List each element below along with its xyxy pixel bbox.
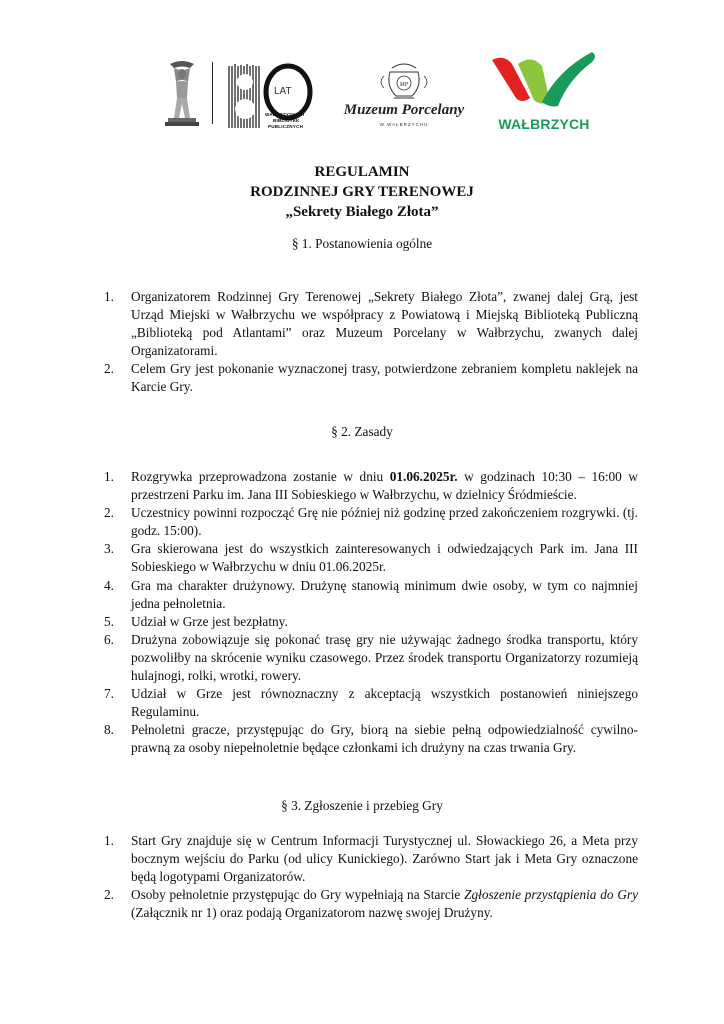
list-item: 1. Start Gry znajduje się w Centrum Informacji Turystycznej ul. Słowackiego 26, a Meta przy bocznym wejściu do Parku (od ulicy Kunickiego). Zarówno Start jak i Meta Gry oznaczone będą logotypami Organizatorów. — [104, 833, 638, 885]
porcelain-vase-icon — [336, 62, 472, 104]
list-item: 6. Drużyna zobowiązuje się pokonać trasę gry nie używając żadnego środka transportu, który pozwoliłby na skrócenie wyniku czasowego. Przez środek transportu Organizatorzy rozumieją hulajnogi, rolki, wrotki, rowery. — [104, 631, 638, 684]
list-item: 5. Udział w Grze jest bezpłatny. — [104, 613, 288, 629]
list-item: 8. Pełnoletni gracze, przystępując do Gry, biorą na siebie pełną odpowiedzialność cywilno-prawną za osoby niepełnoletnie będące członkami ich drużyny na czas trwania Gry. — [104, 722, 638, 756]
logo-strip — [0, 44, 724, 134]
title-line-1: REGULAMIN — [314, 164, 410, 180]
lat-text: LAT — [274, 86, 292, 97]
walbrzych-city-logo — [488, 46, 600, 136]
document-title — [0, 162, 724, 222]
museum-logo — [336, 62, 472, 132]
title-line-3: „Sekrety Białego Złota” — [285, 204, 439, 220]
section-2-list — [104, 468, 638, 758]
library-text-line-2: BIBLIOTEK — [273, 118, 300, 123]
section-3-heading: § 3. Zgłoszenie i przebieg Gry — [281, 798, 443, 813]
list-item: 2. Uczestnicy powinni rozpocząć Grę nie później niż godzinę przed zakończeniem rozgrywki. (tj. godz. 15:00). — [104, 505, 638, 539]
city-name: WAŁBRZYCH — [498, 116, 590, 132]
list-item: 1. Rozgrywka przeprowadzona zostanie w dniu 01.06.2025r. w godzinach 10:30 – 16:00 w przestrzeni Parku im. Jana III Sobieskiego w Wałbrzychu, w dzielnicy Śródmieście. — [104, 469, 638, 503]
museum-name: Muzeum Porcelany — [343, 102, 465, 118]
list-item: 3. Gra skierowana jest do wszystkich zainteresowanych i odwiedzających Park im. Jana III Sobieskiego w Wałbrzychu w dniu 01.06.2025r. — [104, 541, 638, 575]
title-line-2: RODZINNEJ GRY TERENOWEJ — [250, 184, 474, 200]
section-3-list — [104, 832, 638, 922]
museum-subtitle: W WAŁBRZYCHU — [379, 122, 429, 127]
section-1-heading: § 1. Postanowienia ogólne — [291, 236, 433, 251]
library-text-line-3: PUBLICZNYCH — [268, 124, 304, 129]
list-item: 4. Gra ma charakter drużynowy. Drużynę stanowią minimum dwie osoby, w tym co najmniej jedna pełnoletnia. — [104, 577, 638, 611]
section-1-list — [104, 288, 638, 397]
library-text-line-1: WAŁBRZYSKICH — [265, 112, 305, 117]
list-item: 2. Osoby pełnoletnie przystępując do Gry wypełniają na Starcie Zgłoszenie przystąpienia do Gry (Załącznik nr 1) oraz podają Organizatorom nazwę swojej Drużyny. — [104, 887, 638, 921]
museum-monogram: MP — [399, 82, 409, 88]
list-item: 7. Udział w Grze jest równoznaczny z akceptacją wszystkich postanowień niniejszego Regulaminu. — [104, 686, 638, 720]
atlas-statue-icon — [160, 58, 204, 128]
city-swoosh-icon — [488, 46, 600, 114]
section-2-heading: § 2. Zasady — [331, 424, 393, 439]
eighty-graphic — [226, 62, 318, 132]
list-item: 1. Organizatorem Rodzinnej Gry Terenowej „Sekrety Białego Złota”, zwanej dalej Grą, jest Urząd Miejski w Wałbrzychu we współpracy z Powiatową i Miejską Biblioteką Publiczną „Biblioteką pod Atlantami” oraz Muzeum Porcelany w Wałbrzychu, zwanych dalej Organizatorami. — [104, 289, 638, 359]
logo-separator — [212, 62, 213, 124]
anniversary-80-logo — [226, 62, 318, 132]
list-item: 2. Celem Gry jest pokonanie wyznaczonej trasy, potwierdzone zebraniem kompletu naklejek na Karcie Gry. — [104, 361, 638, 395]
